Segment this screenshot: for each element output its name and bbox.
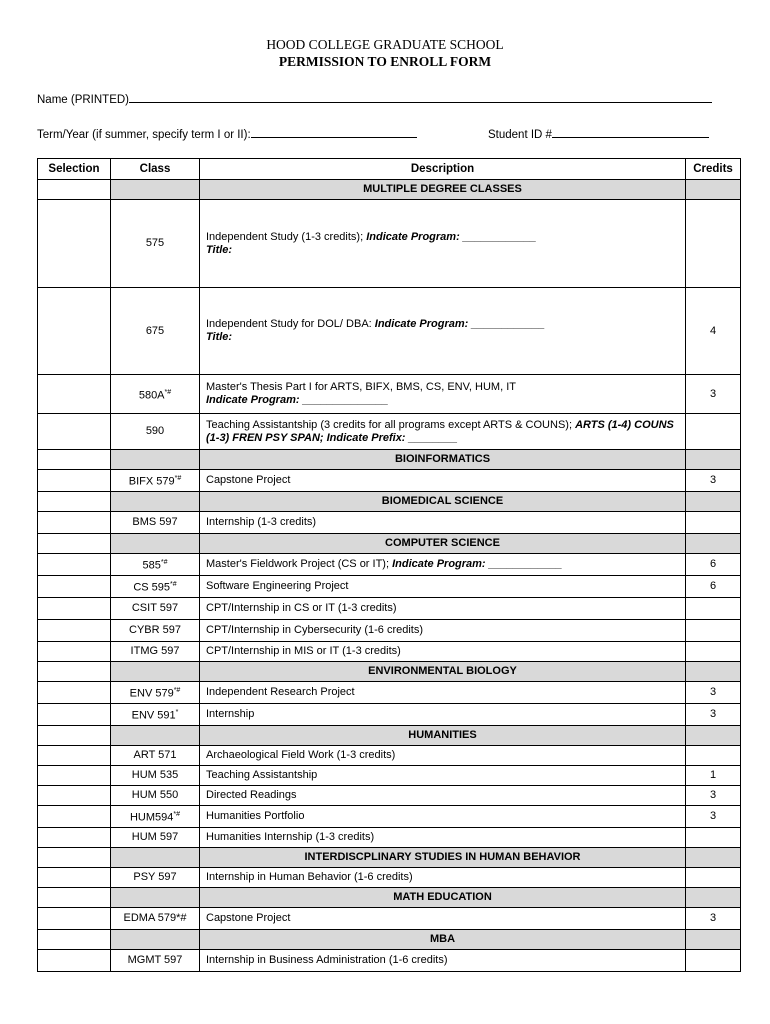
selection-cell[interactable] <box>38 512 111 534</box>
name-field <box>37 90 712 106</box>
credits-cell: 3 <box>686 682 741 704</box>
class-cell: 580A*# <box>111 375 200 414</box>
selection-cell[interactable] <box>38 786 111 806</box>
selection-cell <box>38 888 111 908</box>
table-row <box>38 682 741 704</box>
selection-cell[interactable] <box>38 806 111 828</box>
table-row <box>38 414 741 450</box>
credits-cell: 3 <box>686 704 741 726</box>
description-cell: Independent Study (1-3 credits); Indicate Program: ____________ Title: <box>200 200 686 288</box>
description-cell: Internship (1-3 credits) <box>200 512 686 534</box>
description-cell: Teaching Assistantship (3 credits for all programs except ARTS & COUNS); ARTS (1-4) COUNS (1-3) FREN PSY SPAN; Indicate Prefix: ________ <box>200 414 686 450</box>
table-row <box>38 868 741 888</box>
class-cell: 675 <box>111 288 200 375</box>
selection-cell[interactable] <box>38 620 111 642</box>
selection-cell[interactable] <box>38 598 111 620</box>
description-cell: Master's Thesis Part I for ARTS, BIFX, BMS, CS, ENV, HUM, IT Indicate Program: ______________ <box>200 375 686 414</box>
description-cell: CPT/Internship in CS or IT (1-3 credits) <box>200 598 686 620</box>
student-id-label: Student ID # <box>488 129 552 141</box>
credits-cell: 1 <box>686 766 741 786</box>
table-row <box>38 598 741 620</box>
table-row <box>38 620 741 642</box>
table-row <box>38 806 741 828</box>
section-row <box>38 930 741 950</box>
credits-cell: 4 <box>686 288 741 375</box>
school-name: HOOD COLLEGE GRADUATE SCHOOL <box>266 37 504 52</box>
section-title: MATH EDUCATION <box>200 888 686 908</box>
credits-cell <box>686 828 741 848</box>
selection-cell <box>38 180 111 200</box>
selection-cell[interactable] <box>38 682 111 704</box>
selection-cell[interactable] <box>38 908 111 930</box>
description-cell: Archaeological Field Work (1-3 credits) <box>200 746 686 766</box>
credits-cell: 3 <box>686 908 741 930</box>
credits-cell <box>686 598 741 620</box>
selection-cell[interactable] <box>38 828 111 848</box>
table-row <box>38 642 741 662</box>
description-cell: Internship <box>200 704 686 726</box>
class-cell: HUM 597 <box>111 828 200 848</box>
selection-cell[interactable] <box>38 200 111 288</box>
class-cell: PSY 597 <box>111 868 200 888</box>
header-class: Class <box>111 159 200 180</box>
table-row <box>38 704 741 726</box>
credits-cell <box>686 950 741 972</box>
section-title: HUMANITIES <box>200 726 686 746</box>
table-row <box>38 746 741 766</box>
section-title: BIOMEDICAL SCIENCE <box>200 492 686 512</box>
selection-cell[interactable] <box>38 576 111 598</box>
class-cell: ENV 579*# <box>111 682 200 704</box>
section-title: BIOINFORMATICS <box>200 450 686 470</box>
name-input-line[interactable] <box>129 90 712 103</box>
class-cell: HUM 550 <box>111 786 200 806</box>
term-label: Term/Year (if summer, specify term I or II): <box>37 129 251 141</box>
class-cell: BIFX 579*# <box>111 470 200 492</box>
table-row <box>38 512 741 534</box>
student-id-input-line[interactable] <box>552 125 709 138</box>
form-header <box>0 36 770 70</box>
section-title: MULTIPLE DEGREE CLASSES <box>200 180 686 200</box>
class-cell: HUM 535 <box>111 766 200 786</box>
credits-cell <box>686 642 741 662</box>
section-row <box>38 492 741 512</box>
class-cell: ENV 591* <box>111 704 200 726</box>
section-row <box>38 848 741 868</box>
table-row <box>38 288 741 375</box>
table-row <box>38 828 741 848</box>
section-row <box>38 450 741 470</box>
selection-cell[interactable] <box>38 704 111 726</box>
table-row <box>38 908 741 930</box>
credits-cell <box>686 620 741 642</box>
table-row <box>38 470 741 492</box>
class-cell: ITMG 597 <box>111 642 200 662</box>
description-cell: Capstone Project <box>200 470 686 492</box>
class-cell: MGMT 597 <box>111 950 200 972</box>
description-cell: Teaching Assistantship <box>200 766 686 786</box>
credits-cell <box>686 512 741 534</box>
description-cell: CPT/Internship in MIS or IT (1-3 credits) <box>200 642 686 662</box>
section-row <box>38 534 741 554</box>
credits-cell: 3 <box>686 375 741 414</box>
table-row <box>38 554 741 576</box>
class-cell: CYBR 597 <box>111 620 200 642</box>
header-credits: Credits <box>686 159 741 180</box>
table-row <box>38 786 741 806</box>
term-input-line[interactable] <box>251 125 417 138</box>
section-title: INTERDISCPLINARY STUDIES IN HUMAN BEHAVIOR <box>200 848 686 868</box>
table-row <box>38 375 741 414</box>
selection-cell[interactable] <box>38 375 111 414</box>
header-description: Description <box>200 159 686 180</box>
table-row <box>38 766 741 786</box>
selection-cell[interactable] <box>38 414 111 450</box>
credits-cell: 6 <box>686 576 741 598</box>
description-cell: Independent Study for DOL/ DBA: Indicate Program: ____________ Title: <box>200 288 686 375</box>
description-cell: Internship in Human Behavior (1-6 credits) <box>200 868 686 888</box>
credits-cell: 3 <box>686 786 741 806</box>
description-cell: Master's Fieldwork Project (CS or IT); Indicate Program: ____________ <box>200 554 686 576</box>
credits-cell: 3 <box>686 470 741 492</box>
class-cell: EDMA 579*# <box>111 908 200 930</box>
credits-cell <box>686 868 741 888</box>
class-cell: CSIT 597 <box>111 598 200 620</box>
selection-cell[interactable] <box>38 950 111 972</box>
selection-cell <box>38 450 111 470</box>
table-row <box>38 576 741 598</box>
section-row <box>38 180 741 200</box>
description-cell: Software Engineering Project <box>200 576 686 598</box>
description-cell: CPT/Internship in Cybersecurity (1-6 credits) <box>200 620 686 642</box>
table-row <box>38 200 741 288</box>
section-title: COMPUTER SCIENCE <box>200 534 686 554</box>
selection-cell[interactable] <box>38 642 111 662</box>
term-field <box>37 125 417 141</box>
selection-cell[interactable] <box>38 288 111 375</box>
selection-cell[interactable] <box>38 470 111 492</box>
enrollment-table <box>37 158 741 972</box>
credits-cell: 3 <box>686 806 741 828</box>
name-label: Name (PRINTED) <box>37 94 130 106</box>
section-title: ENVIRONMENTAL BIOLOGY <box>200 662 686 682</box>
selection-cell <box>38 930 111 950</box>
selection-cell <box>38 848 111 868</box>
credits-cell <box>686 200 741 288</box>
student-id-field <box>488 125 709 141</box>
description-cell: Humanities Internship (1-3 credits) <box>200 828 686 848</box>
section-row <box>38 662 741 682</box>
description-cell: Capstone Project <box>200 908 686 930</box>
form-title: PERMISSION TO ENROLL FORM <box>278 54 492 69</box>
description-cell: Internship in Business Administration (1-6 credits) <box>200 950 686 972</box>
description-cell: Humanities Portfolio <box>200 806 686 828</box>
section-row <box>38 888 741 908</box>
header-selection: Selection <box>38 159 111 180</box>
class-cell: CS 595*# <box>111 576 200 598</box>
selection-cell[interactable] <box>38 868 111 888</box>
class-cell: HUM594*# <box>111 806 200 828</box>
section-row <box>38 726 741 746</box>
class-cell: BMS 597 <box>111 512 200 534</box>
class-cell: 590 <box>111 414 200 450</box>
selection-cell[interactable] <box>38 766 111 786</box>
table-row <box>38 950 741 972</box>
description-cell: Directed Readings <box>200 786 686 806</box>
selection-cell[interactable] <box>38 554 111 576</box>
table-header-row <box>38 159 741 180</box>
selection-cell <box>38 534 111 554</box>
credits-cell: 6 <box>686 554 741 576</box>
section-title: MBA <box>200 930 686 950</box>
description-cell: Independent Research Project <box>200 682 686 704</box>
class-cell: ART 571 <box>111 746 200 766</box>
class-cell: 585*# <box>111 554 200 576</box>
selection-cell[interactable] <box>38 746 111 766</box>
selection-cell <box>38 492 111 512</box>
selection-cell <box>38 662 111 682</box>
selection-cell <box>38 726 111 746</box>
class-cell: 575 <box>111 200 200 288</box>
credits-cell <box>686 414 741 450</box>
credits-cell <box>686 746 741 766</box>
